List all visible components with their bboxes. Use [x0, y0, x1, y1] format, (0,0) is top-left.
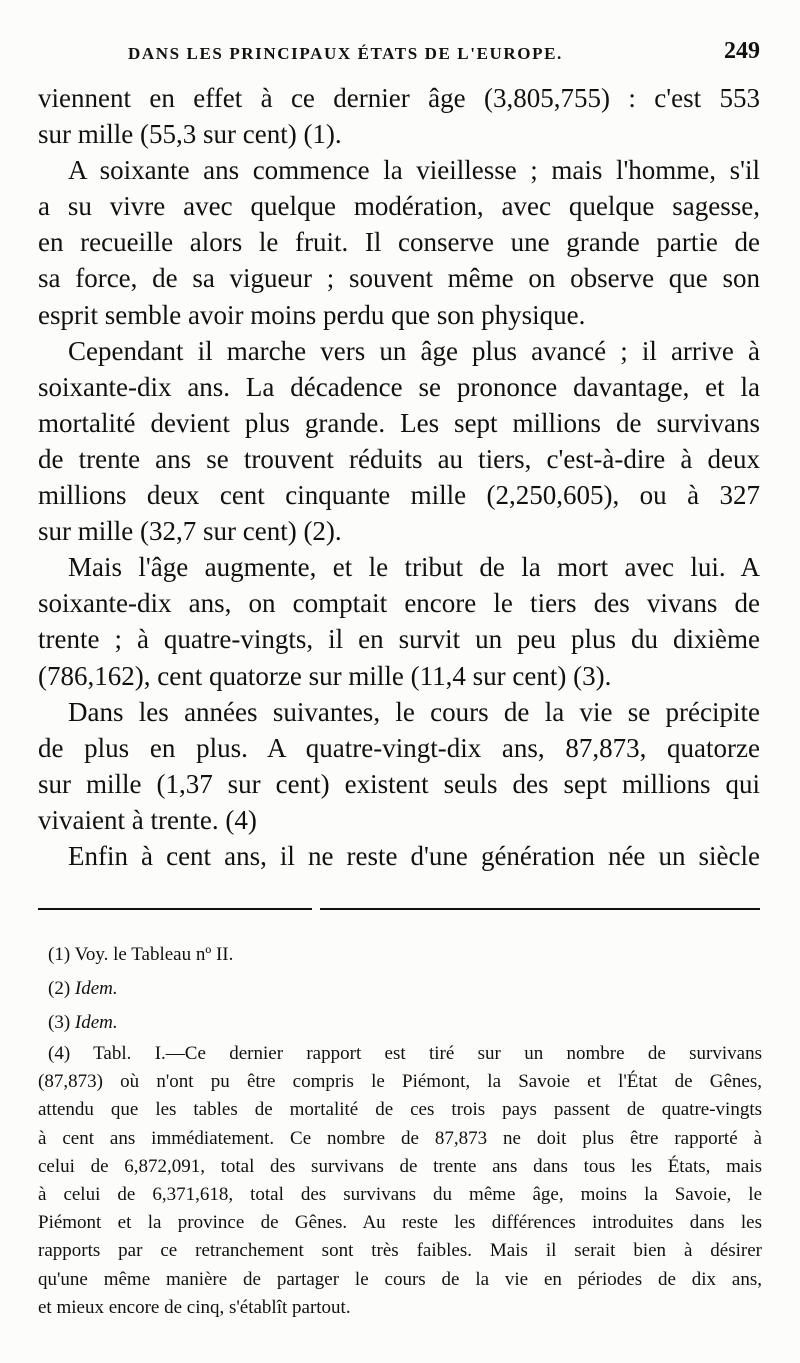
body-line: mortalité devient plus grande. Les sept millions de survivans — [38, 407, 760, 438]
body-line: de plus en plus. A quatre-vingt-dix ans, 87,873, quatorze — [38, 732, 760, 763]
body-line: sa force, de sa vigueur ; souvent même on observe que son — [38, 263, 760, 294]
body-line: Enfin à cent ans, il ne reste d'une génération née un siècle — [68, 840, 760, 871]
footnote-4-line: rapports par ce retranchement sont très faibles. Mais il serait bien à désirer — [38, 1240, 762, 1262]
body-line: viennent en effet à ce dernier âge (3,805,755) : c'est 553 — [38, 83, 760, 113]
body-line: Cependant il marche vers un âge plus avancé ; il arrive à — [68, 335, 760, 366]
body-line: (786,162), cent quatorze sur mille (11,4 sur cent) (3). — [38, 660, 612, 691]
footnote-text: Idem. — [74, 1012, 118, 1033]
body-text — [38, 80, 760, 874]
body-line: sur mille (55,3 sur cent) (1). — [38, 119, 342, 150]
footnote-separator-gap — [312, 906, 320, 912]
footnote-1 — [38, 938, 762, 972]
footnote-text: Idem. — [74, 978, 118, 999]
body-line: soixante-dix ans, on comptait encore le tiers des vivans de — [38, 588, 760, 619]
page-number: 249 — [724, 38, 760, 64]
body-line: vivaient à trente. (4) — [38, 804, 257, 835]
body-line: sur mille (1,37 sur cent) existent seuls des sept millions qui — [38, 768, 760, 799]
body-line: trente ; à quatre-vingts, il en survit un peu plus du dixième — [38, 624, 760, 655]
body-line: A soixante ans commence la vieillesse ; mais l'homme, s'il — [68, 155, 760, 186]
footnotes — [38, 938, 762, 1322]
footnote-3 — [38, 1006, 762, 1040]
running-header — [128, 38, 760, 70]
footnote-ref: (1) — [48, 944, 71, 965]
body-line: a su vivre avec quelque modération, avec quelque sagesse, — [38, 191, 760, 222]
footnote-separator — [38, 908, 760, 910]
body-line: sur mille (32,7 sur cent) (2). — [38, 516, 342, 547]
body-line: esprit semble avoir moins perdu que son physique. — [38, 299, 586, 330]
body-line: de trente ans se trouvent réduits au tiers, c'est-à-dire à deux — [38, 443, 760, 474]
footnote-4-line: qu'une même manière de partager le cours de la vie en périodes de dix ans, — [38, 1268, 762, 1290]
body-line: soixante-dix ans. La décadence se prononce davantage, et la — [38, 371, 760, 402]
footnote-2 — [38, 972, 762, 1006]
footnote-4-line: et mieux encore de cinq, s'établît partout. — [38, 1296, 351, 1318]
footnote-4-line: à cent ans immédiatement. Ce nombre de 87,873 ne doit plus être rapporté à — [38, 1127, 762, 1149]
footnote-ref: (3) — [48, 1012, 71, 1033]
body-line: Mais l'âge augmente, et le tribut de la mort avec lui. A — [68, 552, 760, 583]
body-line: millions deux cent cinquante mille (2,250,605), ou à 327 — [38, 480, 760, 511]
footnote-4-line: attendu que les tables de mortalité de ces trois pays passent de quatre-vingts — [38, 1099, 762, 1121]
footnote-4-line: (87,873) où n'ont pu être compris le Piémont, la Savoie et l'État de Gênes, — [38, 1071, 762, 1093]
footnote-4-line: à celui de 6,371,618, total des survivans du même âge, moins la Savoie, le — [38, 1183, 762, 1205]
body-line: Dans les années suivantes, le cours de la vie se précipite — [68, 696, 760, 727]
footnote-ref: (2) — [48, 978, 71, 999]
footnote-4-line: Piémont et la province de Gênes. Au reste les différences introduites dans les — [38, 1212, 762, 1234]
footnote-4-line: (4) Tabl. I.—Ce dernier rapport est tiré sur un nombre de survivans — [48, 1043, 762, 1064]
running-header-title: DANS LES PRINCIPAUX ÉTATS DE L'EUROPE. — [128, 44, 563, 63]
footnote-4-line: celui de 6,872,091, total des survivans de trente ans dans tous les États, mais — [38, 1155, 762, 1177]
footnote-text: Voy. le Tableau nº II. — [74, 944, 234, 965]
body-line: en recueille alors le fruit. Il conserve une grande partie de — [38, 227, 760, 258]
